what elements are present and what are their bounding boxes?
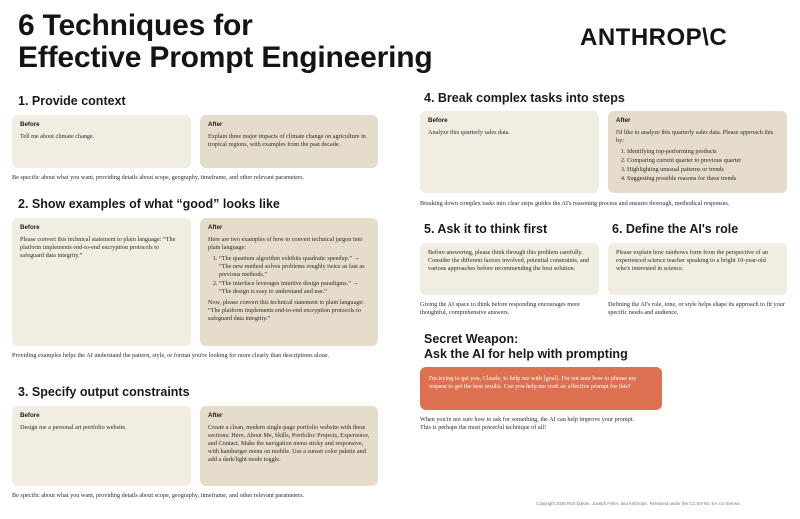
section-2-after-intro: Here are two examples of how to convert technical jargon into plain language:: [208, 236, 363, 251]
secret-weapon-heading-line-1: Secret Weapon:: [424, 332, 519, 346]
section-5-prompt-box: [420, 243, 599, 295]
section-6-note: Defining the AI's role, tone, or style helps shape its approach to fit your specific needs and audience.: [608, 301, 785, 316]
title-line-2: Effective Prompt Engineering: [18, 41, 433, 74]
section-2-note: Providing examples helps the AI understand the pattern, style, or format you're looking for more clearly than descriptions alone.: [12, 352, 330, 359]
section-3-note: Be specific about what you want, providing details about scope, geography, timeframe, and other relevant parameters.: [12, 492, 305, 499]
title-line-1: 6 Techniques for: [18, 9, 253, 42]
before-label: Before: [20, 412, 40, 419]
copyright-footer: Copyright 2025 Rick Dakan, Joseph Feller, and Anthropic. Released under the CC BY-NC-SA 4.0 license.: [536, 501, 741, 506]
section-5-note: Giving the AI space to think before responding encourages more thoughtful, comprehensive answers.: [420, 301, 580, 316]
section-5-heading: 5. Ask it to think first: [424, 222, 548, 236]
section-3-heading: 3. Specify output constraints: [18, 385, 190, 399]
list-item: 2. “The interface leverages intuitive design paradigms.” → “The design is easy to understand and use.”: [219, 280, 370, 296]
section-6-prompt-box: [608, 243, 787, 295]
secret-weapon-heading-line-2: Ask the AI for help with prompting: [424, 347, 628, 361]
section-4-note: Breaking down complex tasks into clear steps guides the AI's reasoning process and ensures thorough, methodical responses.: [420, 200, 730, 207]
section-4-after-intro: I'd like to analyze this quarterly sales data. Please approach this by:: [616, 129, 774, 144]
section-3-before-text: Design me a personal art portfolio website.: [20, 424, 127, 431]
section-4-heading: 4. Break complex tasks into steps: [424, 91, 625, 105]
list-item: 3. Highlighting unusual patterns or trends: [627, 166, 779, 174]
section-3-before-box: [12, 406, 191, 486]
section-3-after-text: Create a clean, modern single-page portfolio website with these sections: Hero, About Me, Skills, Portfolio/ Projects, Experience, and Contact. Make the navigation menu sticky and responsive, with hamburger menu on mobile. Use a sunset color palette and add a dark/light mode toggle.: [208, 424, 370, 463]
before-label: Before: [20, 121, 40, 128]
section-5-prompt-text: Before answering, please think through this problem carefully. Consider the different factors involved, potential constraints, and various approaches before recommending the best solution.: [428, 249, 589, 272]
section-1-before-box: [12, 115, 191, 168]
section-4-before-box: [420, 111, 599, 193]
after-label: After: [208, 224, 223, 231]
secret-weapon-prompt-text: I'm trying to get you, Claude, to help me with [goal]. I'm not sure how to phrase my request to get the best results. Can you help me craft an effective prompt for this?: [429, 375, 637, 390]
anthropic-logo: ANTHROP\C: [580, 24, 728, 51]
section-6-prompt-text: Please explain how rainbows form from the perspective of an experienced science teacher speaking to a bright 10-year-old who's interested in science.: [616, 249, 769, 272]
list-item: 2. Comparing current quarter to previous quarter: [627, 157, 779, 165]
section-4-after-box: [608, 111, 787, 193]
after-label: After: [208, 121, 223, 128]
section-1-after-box: [200, 115, 378, 168]
section-2-after-box: [200, 218, 378, 346]
section-2-example-list: [219, 255, 370, 296]
section-2-after-outro: Now, please convert this technical statement to plain language: “The platform implements end-to-end encryption protocols to safeguard data integrity.”: [208, 299, 364, 322]
after-label: After: [616, 117, 631, 124]
before-label: Before: [20, 224, 40, 231]
before-label: Before: [428, 117, 448, 124]
list-item: 4. Suggesting possible reasons for these trends: [627, 175, 779, 183]
section-4-step-list: [627, 148, 779, 183]
section-4-before-text: Analyze this quarterly sales data.: [428, 129, 510, 136]
after-label: After: [208, 412, 223, 419]
section-2-before-text: Please convert this technical statement to plain language: “The platform implements end-to-end encryption protocols to safeguard data integrity.”: [20, 236, 176, 259]
secret-weapon-heading: [424, 332, 628, 362]
section-1-after-text: Explain three major impacts of climate change on agriculture in tropical regions, with examples from the past decade.: [208, 133, 366, 148]
section-2-heading: 2. Show examples of what “good” looks like: [18, 197, 280, 211]
section-1-heading: 1. Provide context: [18, 94, 126, 108]
section-6-heading: 6. Define the AI's role: [612, 222, 739, 236]
list-item: 1. Identifying top-performing products: [627, 148, 779, 156]
section-1-before-text: Tell me about climate change.: [20, 133, 95, 140]
section-1-note: Be specific about what you want, providing details about scope, geography, timeframe, and other relevant parameters.: [12, 174, 305, 181]
list-item: 1. “The quantum algorithm exhibits quadratic speedup.” → “The new method solves problems roughly twice as fast as previous methods.”: [219, 255, 370, 279]
page-title: [18, 10, 432, 74]
section-3-after-box: [200, 406, 378, 486]
secret-weapon-prompt-box: [420, 367, 662, 410]
secret-weapon-note: When you're not sure how to ask for something, the AI can help improve your prompt. This is perhaps the most powerful technique of all!: [420, 416, 635, 431]
section-2-before-box: [12, 218, 191, 346]
